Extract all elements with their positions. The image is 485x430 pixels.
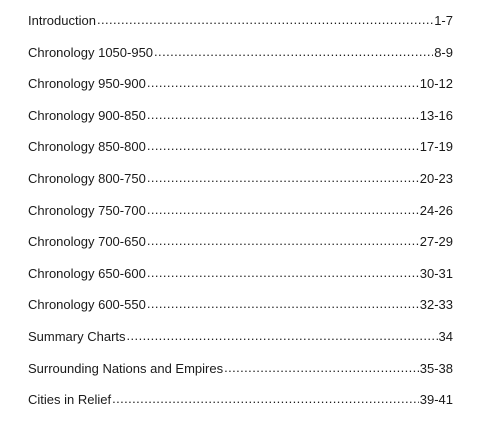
toc-entry-title: Summary Charts	[28, 328, 126, 344]
toc-entry-chronology-800-750[interactable]	[28, 163, 453, 195]
dot-leader	[147, 162, 419, 194]
toc-entry-pages: 35-38	[419, 360, 453, 376]
dot-leader	[127, 320, 438, 352]
toc-entry-title: Chronology 950-900	[28, 76, 146, 92]
toc-entry-summary-charts[interactable]	[28, 321, 453, 353]
toc-entry-pages: 20-23	[419, 170, 453, 186]
toc-entry-chronology-600-550[interactable]	[28, 289, 453, 321]
toc-entry-pages: 30-31	[419, 265, 453, 281]
toc-entry-chronology-900-850[interactable]	[28, 100, 453, 132]
toc-entry-pages: 10-12	[419, 76, 453, 92]
dot-leader	[147, 194, 419, 226]
toc-entry-title: Introduction	[28, 13, 96, 28]
dot-leader	[147, 257, 419, 289]
toc-entry-chronology-950-900[interactable]	[28, 68, 453, 100]
dot-leader	[147, 130, 419, 162]
toc-entry-title: Chronology 700-650	[28, 234, 146, 250]
dot-leader	[147, 288, 419, 320]
dot-leader	[154, 36, 433, 68]
dot-leader	[112, 383, 419, 415]
toc-entry-chronology-700-650[interactable]	[28, 226, 453, 258]
toc-entry-pages: 32-33	[419, 297, 453, 313]
toc-entry-title: Chronology 750-700	[28, 202, 146, 218]
toc-entry-title: Chronology 800-750	[28, 170, 146, 186]
toc-entry-surrounding-nations-and-empires[interactable]	[28, 353, 453, 385]
dot-leader	[224, 352, 419, 384]
toc-entry-title: Chronology 900-850	[28, 107, 146, 123]
toc-entry-pages: 8-9	[434, 44, 453, 60]
toc-entry-pages: 13-16	[419, 107, 453, 123]
dot-leader	[147, 67, 419, 99]
toc-entry-pages: 24-26	[419, 202, 453, 218]
table-of-contents	[28, 5, 453, 416]
toc-entry-chronology-650-600[interactable]	[28, 258, 453, 290]
toc-entry-title: Surrounding Nations and Empires	[28, 360, 224, 376]
toc-entry-title: Chronology 650-600	[28, 265, 146, 281]
toc-entry-title: Cities in Relief	[28, 392, 112, 408]
dot-leader	[147, 225, 419, 257]
toc-entry-chronology-850-800[interactable]	[28, 131, 453, 163]
toc-entry-title: Chronology 1050-950	[28, 44, 154, 60]
toc-entry-pages: 27-29	[419, 234, 453, 250]
toc-entry-title: Chronology 850-800	[28, 139, 146, 155]
toc-entry-chronology-750-700[interactable]	[28, 195, 453, 227]
dot-leader	[97, 4, 433, 36]
toc-entry-chronology-1050-950[interactable]	[28, 37, 453, 69]
toc-entry-introduction[interactable]	[28, 5, 453, 37]
toc-entry-cities-in-relief[interactable]	[28, 384, 453, 416]
toc-entry-pages: 1-7	[434, 13, 453, 28]
dot-leader	[147, 99, 419, 131]
toc-entry-title: Chronology 600-550	[28, 297, 146, 313]
toc-entry-pages: 17-19	[419, 139, 453, 155]
toc-entry-pages: 34	[438, 328, 453, 344]
toc-entry-pages: 39-41	[419, 392, 453, 408]
